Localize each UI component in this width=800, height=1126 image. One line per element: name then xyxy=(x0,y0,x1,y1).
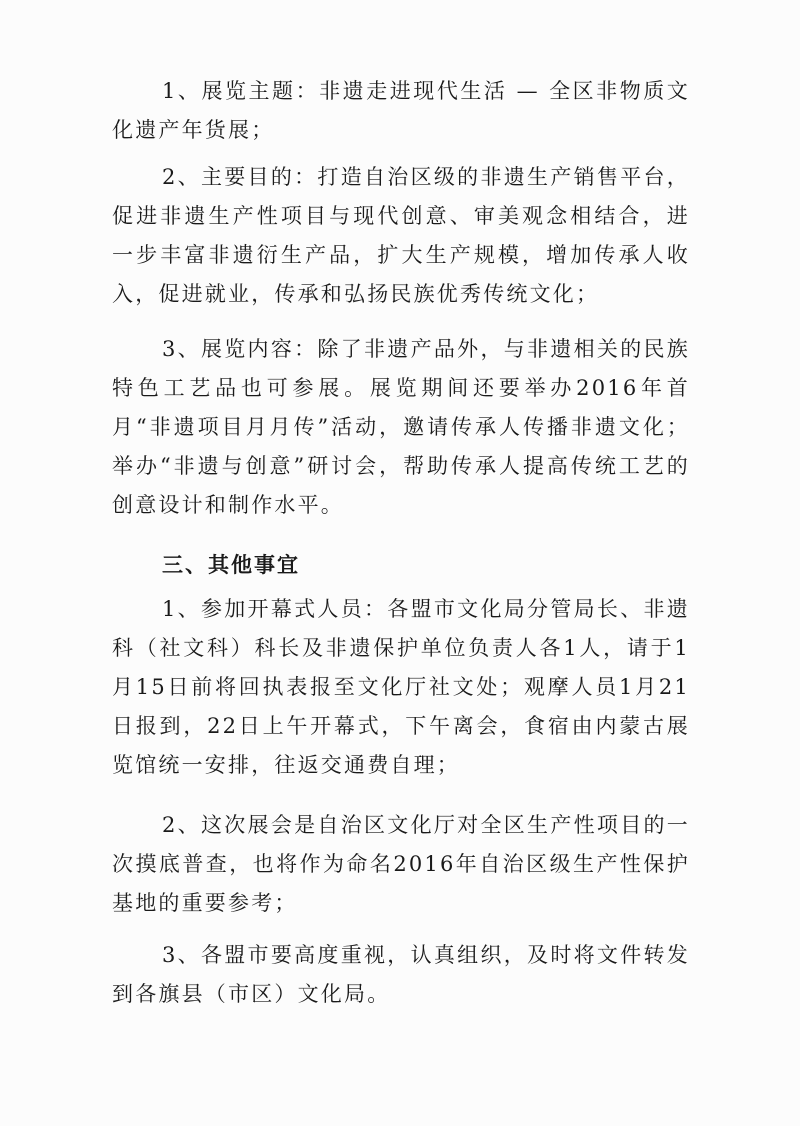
paragraph-exhibition-theme: 1、展览主题：非遗走进现代生活 — 全区非物质文化遗产年货展； xyxy=(112,79,690,142)
paragraph-opening-attendees: 1、参加开幕式人员：各盟市文化局分管局长、非遗科（社文科）科长及非遗保护单位负责人各1人，请于1月15日前将回执表报至文化厅社文处；观摩人员1月21日报到，22日上午开幕式，下午离会，食宿由内蒙古展览馆统一安排，往返交通费自理； xyxy=(112,597,690,777)
section-heading-other-matters: 三、其他事宜 xyxy=(162,553,300,577)
paragraph-forwarding-note: 3、各盟市要高度重视，认真组织，及时将文件转发到各旗县（市区）文化局。 xyxy=(112,943,690,1006)
paragraph-exhibition-content: 3、展览内容：除了非遗产品外，与非遗相关的民族特色工艺品也可参展。展览期间还要举办2016年首月“非遗项目月月传”活动，邀请传承人传播非遗文化；举办“非遗与创意”研讨会，帮助传承人提高传统工艺的创意设计和制作水平。 xyxy=(112,337,690,517)
paragraph-survey-note: 2、这次展会是自治区文化厅对全区生产性项目的一次摸底普查，也将作为命名2016年自治区级生产性保护基地的重要参考； xyxy=(112,813,690,915)
paragraph-main-purpose: 2、主要目的：打造自治区级的非遗生产销售平台，促进非遗生产性项目与现代创意、审美观念相结合，进一步丰富非遗衍生产品，扩大生产规模，增加传承人收入，促进就业，传承和弘扬民族优秀传统文化； xyxy=(112,165,690,306)
